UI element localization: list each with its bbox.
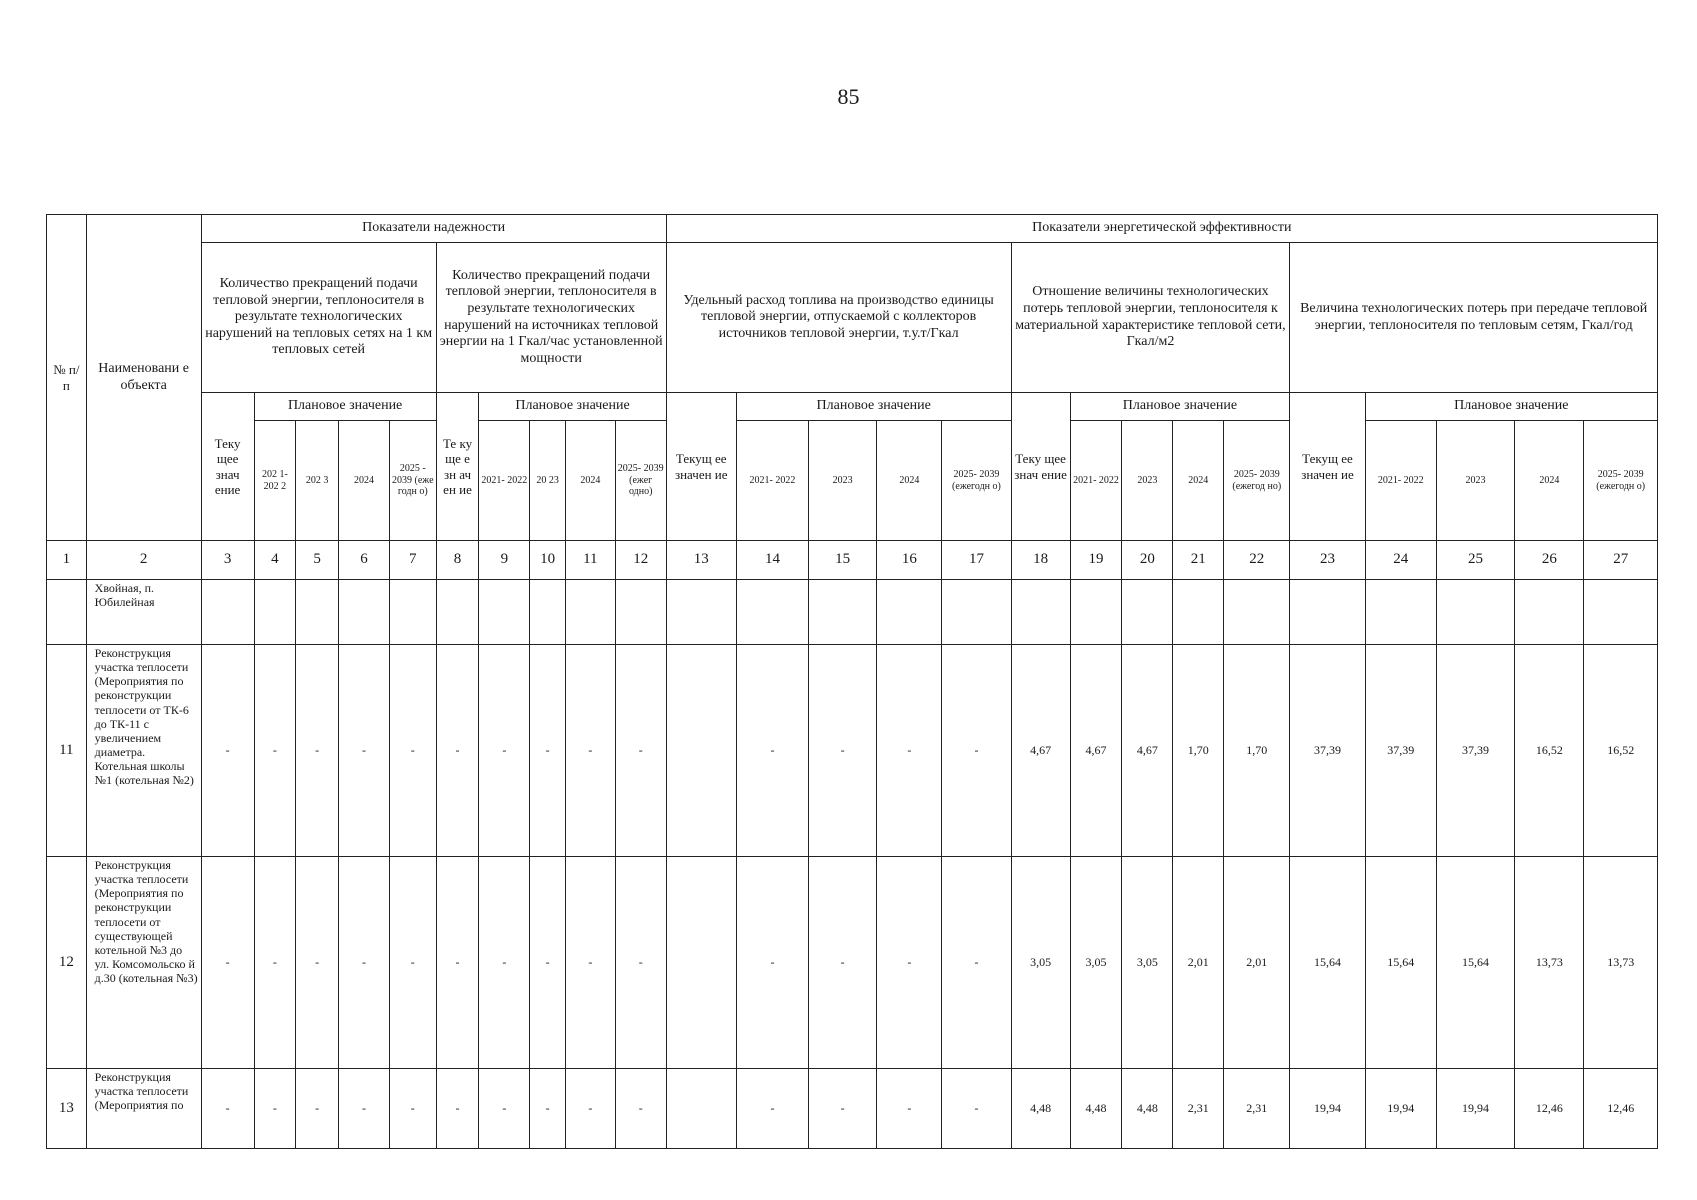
column-number: 13 xyxy=(666,541,736,580)
table-cell: 12,46 xyxy=(1584,1069,1658,1149)
table-cell: 4,48 xyxy=(1070,1069,1122,1149)
table-cell xyxy=(1584,580,1658,645)
table-cell xyxy=(389,580,436,645)
table-cell: 37,39 xyxy=(1290,645,1365,857)
table-cell: 4,67 xyxy=(1122,645,1173,857)
table-cell: - xyxy=(615,1069,666,1149)
table-cell: 3,05 xyxy=(1070,857,1122,1069)
table-cell: - xyxy=(479,857,530,1069)
col-no-header: № п/ п xyxy=(47,215,87,541)
object-name: Хвойная, п. Юбилейная xyxy=(86,580,201,645)
table-cell: 4,67 xyxy=(1070,645,1122,857)
year-header: 2025- 2039 (ежегодн о) xyxy=(942,421,1011,541)
year-header: 2024 xyxy=(877,421,942,541)
table-cell: - xyxy=(389,857,436,1069)
table-cell xyxy=(1365,580,1436,645)
indicator-header: Количество прекращений подачи тепловой энергии, теплоносителя в результате технологических нарушений на источниках тепловой энергии на 1 Гкал/час установленной мощности xyxy=(436,243,666,393)
year-header: 2024 xyxy=(565,421,615,541)
table-cell: 19,94 xyxy=(1290,1069,1365,1149)
table-cell: - xyxy=(479,645,530,857)
table-cell: - xyxy=(736,857,808,1069)
current-value-header: Теку щее знач ение xyxy=(201,393,254,541)
year-header: 2023 xyxy=(1122,421,1173,541)
column-number: 3 xyxy=(201,541,254,580)
column-number: 20 xyxy=(1122,541,1173,580)
col-name-header: Наименовани е объекта xyxy=(86,215,201,541)
column-number: 11 xyxy=(565,541,615,580)
table-cell: 37,39 xyxy=(1365,645,1436,857)
object-name: Реконструкция участка теплосети (Мероприятия по реконструкции теплосети от существующей котельной №3 до ул. Комсомольско й д.30 (котельная №3) xyxy=(86,857,201,1069)
indicator-header: Удельный расход топлива на производство единицы тепловой энергии, отпускаемой с коллекторов источников тепловой энергии, т.у.т/Гкал xyxy=(666,243,1011,393)
table-cell xyxy=(666,580,736,645)
column-numbers-row xyxy=(47,541,1658,580)
table-cell: - xyxy=(877,1069,942,1149)
table-cell xyxy=(1070,580,1122,645)
table-cell xyxy=(736,580,808,645)
table-cell: 4,48 xyxy=(1122,1069,1173,1149)
table-cell: - xyxy=(201,857,254,1069)
table-cell: - xyxy=(530,645,566,857)
table-cell xyxy=(565,580,615,645)
table-cell: 12,46 xyxy=(1515,1069,1584,1149)
column-number: 27 xyxy=(1584,541,1658,580)
table-cell: - xyxy=(530,1069,566,1149)
column-number: 6 xyxy=(339,541,390,580)
table-cell xyxy=(530,580,566,645)
table-cell xyxy=(436,580,479,645)
table-cell: 2,01 xyxy=(1173,857,1224,1069)
table-cell: 3,05 xyxy=(1011,857,1070,1069)
column-number: 7 xyxy=(389,541,436,580)
object-name: Реконструкция участка теплосети (Мероприятия по xyxy=(86,1069,201,1149)
table-cell: 15,64 xyxy=(1436,857,1514,1069)
column-number: 25 xyxy=(1436,541,1514,580)
row-number xyxy=(47,580,87,645)
table-cell: - xyxy=(877,645,942,857)
table-cell xyxy=(296,580,339,645)
table-cell: 2,31 xyxy=(1224,1069,1290,1149)
table-cell: - xyxy=(201,645,254,857)
planned-value-header: Плановое значение xyxy=(1365,393,1657,421)
table-cell: - xyxy=(809,1069,877,1149)
table-cell: 19,94 xyxy=(1436,1069,1514,1149)
row-number: 11 xyxy=(47,645,87,857)
column-number: 9 xyxy=(479,541,530,580)
column-number: 23 xyxy=(1290,541,1365,580)
table-cell: - xyxy=(942,1069,1011,1149)
table-cell: 3,05 xyxy=(1122,857,1173,1069)
year-header: 2025- 2039 (ежег одно) xyxy=(615,421,666,541)
current-value-header: Теку щее знач ение xyxy=(1011,393,1070,541)
table-cell: - xyxy=(942,645,1011,857)
planned-value-header: Плановое значение xyxy=(479,393,666,421)
table-cell: - xyxy=(565,857,615,1069)
planned-value-header: Плановое значение xyxy=(1070,393,1290,421)
table-cell: - xyxy=(530,857,566,1069)
column-number: 24 xyxy=(1365,541,1436,580)
year-header: 2024 xyxy=(1515,421,1584,541)
indicator-header: Величина технологических потерь при передаче тепловой энергии, теплоносителя по тепловым сетям, Гкал/год xyxy=(1290,243,1658,393)
table-cell xyxy=(615,580,666,645)
table-cell: - xyxy=(339,857,390,1069)
year-header: 2024 xyxy=(339,421,390,541)
table-cell: - xyxy=(296,645,339,857)
table-cell xyxy=(809,580,877,645)
table-cell: 15,64 xyxy=(1365,857,1436,1069)
table-cell: 15,64 xyxy=(1290,857,1365,1069)
table-cell: - xyxy=(877,857,942,1069)
table-cell xyxy=(201,580,254,645)
table-cell xyxy=(339,580,390,645)
indicator-header: Количество прекращений подачи тепловой энергии, теплоносителя в результате технологических нарушений на тепловых сетях на 1 км тепловых сетей xyxy=(201,243,436,393)
table-cell xyxy=(479,580,530,645)
table-row xyxy=(47,580,1658,645)
table-cell: 1,70 xyxy=(1224,645,1290,857)
column-number: 4 xyxy=(254,541,296,580)
table-cell: - xyxy=(339,645,390,857)
table-row xyxy=(47,645,1658,857)
column-number: 26 xyxy=(1515,541,1584,580)
table-cell: - xyxy=(254,857,296,1069)
table-cell: 13,73 xyxy=(1515,857,1584,1069)
table-cell: - xyxy=(479,1069,530,1149)
year-header: 2025 - 2039 (еже годн о) xyxy=(389,421,436,541)
table-cell: - xyxy=(565,1069,615,1149)
table-cell: 4,67 xyxy=(1011,645,1070,857)
table-cell: 19,94 xyxy=(1365,1069,1436,1149)
table-cell: - xyxy=(201,1069,254,1149)
table-cell: - xyxy=(942,857,1011,1069)
column-number: 12 xyxy=(615,541,666,580)
column-number: 18 xyxy=(1011,541,1070,580)
year-header: 2021- 2022 xyxy=(1070,421,1122,541)
table-cell: - xyxy=(436,857,479,1069)
table-cell: - xyxy=(339,1069,390,1149)
group-reliability-header: Показатели надежности xyxy=(201,215,666,243)
table-cell: 1,70 xyxy=(1173,645,1224,857)
column-number: 22 xyxy=(1224,541,1290,580)
column-number: 2 xyxy=(86,541,201,580)
table-cell: 37,39 xyxy=(1436,645,1514,857)
column-number: 16 xyxy=(877,541,942,580)
table-cell xyxy=(1224,580,1290,645)
table-cell xyxy=(1173,580,1224,645)
column-number: 19 xyxy=(1070,541,1122,580)
year-header: 2021- 2022 xyxy=(736,421,808,541)
current-value-header: Текущ ее значен ие xyxy=(1290,393,1365,541)
column-number: 10 xyxy=(530,541,566,580)
table-cell xyxy=(1122,580,1173,645)
table-cell: - xyxy=(389,645,436,857)
current-value-header: Текущ ее значен ие xyxy=(666,393,736,541)
table-cell: - xyxy=(296,1069,339,1149)
table-cell: 2,31 xyxy=(1173,1069,1224,1149)
table-cell xyxy=(1011,580,1070,645)
table-cell xyxy=(666,645,736,857)
column-number: 21 xyxy=(1173,541,1224,580)
page-number: 85 xyxy=(837,84,860,109)
table-cell xyxy=(1515,580,1584,645)
table-cell: - xyxy=(296,857,339,1069)
indicators-table xyxy=(46,214,1658,1149)
table-cell: 2,01 xyxy=(1224,857,1290,1069)
year-header: 202 3 xyxy=(296,421,339,541)
table-cell xyxy=(254,580,296,645)
table-cell: - xyxy=(615,857,666,1069)
table-row xyxy=(47,857,1658,1069)
table-cell xyxy=(877,580,942,645)
indicator-header: Отношение величины технологических потерь тепловой энергии, теплоносителя к материальной характеристике тепловой сети, Гкал/м2 xyxy=(1011,243,1290,393)
column-number: 14 xyxy=(736,541,808,580)
table-cell: 13,73 xyxy=(1584,857,1658,1069)
table-cell: 16,52 xyxy=(1515,645,1584,857)
table-cell: - xyxy=(615,645,666,857)
year-header: 2021- 2022 xyxy=(1365,421,1436,541)
object-name: Реконструкция участка теплосети (Мероприятия по реконструкции теплосети от ТК-6 до ТК-11 с увеличением диаметра. Котельная школы №1 (котельная №2) xyxy=(86,645,201,857)
year-header: 2021- 2022 xyxy=(479,421,530,541)
table-row xyxy=(47,1069,1658,1149)
current-value-header: Те ку ще е зн ач ен ие xyxy=(436,393,479,541)
table-cell: 4,48 xyxy=(1011,1069,1070,1149)
column-number: 1 xyxy=(47,541,87,580)
year-header: 20 23 xyxy=(530,421,566,541)
table-cell: - xyxy=(436,645,479,857)
table-cell: - xyxy=(736,645,808,857)
row-number: 13 xyxy=(47,1069,87,1149)
year-header: 202 1- 202 2 xyxy=(254,421,296,541)
table-cell: - xyxy=(436,1069,479,1149)
group-efficiency-header: Показатели энергетической эффективности xyxy=(666,215,1657,243)
year-header: 2025- 2039 (ежегод но) xyxy=(1224,421,1290,541)
table-cell: - xyxy=(254,1069,296,1149)
table-cell: - xyxy=(254,645,296,857)
year-header: 2024 xyxy=(1173,421,1224,541)
column-number: 8 xyxy=(436,541,479,580)
column-number: 15 xyxy=(809,541,877,580)
planned-value-header: Плановое значение xyxy=(736,393,1011,421)
table-cell xyxy=(666,857,736,1069)
table-cell xyxy=(942,580,1011,645)
planned-value-header: Плановое значение xyxy=(254,393,436,421)
table-cell xyxy=(666,1069,736,1149)
table-cell xyxy=(1290,580,1365,645)
table-cell: - xyxy=(565,645,615,857)
year-header: 2025- 2039 (ежегодн о) xyxy=(1584,421,1658,541)
table-cell: - xyxy=(389,1069,436,1149)
year-header: 2023 xyxy=(1436,421,1514,541)
column-number: 5 xyxy=(296,541,339,580)
year-header: 2023 xyxy=(809,421,877,541)
column-number: 17 xyxy=(942,541,1011,580)
table-cell xyxy=(1436,580,1514,645)
table-cell: - xyxy=(809,645,877,857)
table-cell: - xyxy=(809,857,877,1069)
table-cell: - xyxy=(736,1069,808,1149)
table-cell: 16,52 xyxy=(1584,645,1658,857)
row-number: 12 xyxy=(47,857,87,1069)
